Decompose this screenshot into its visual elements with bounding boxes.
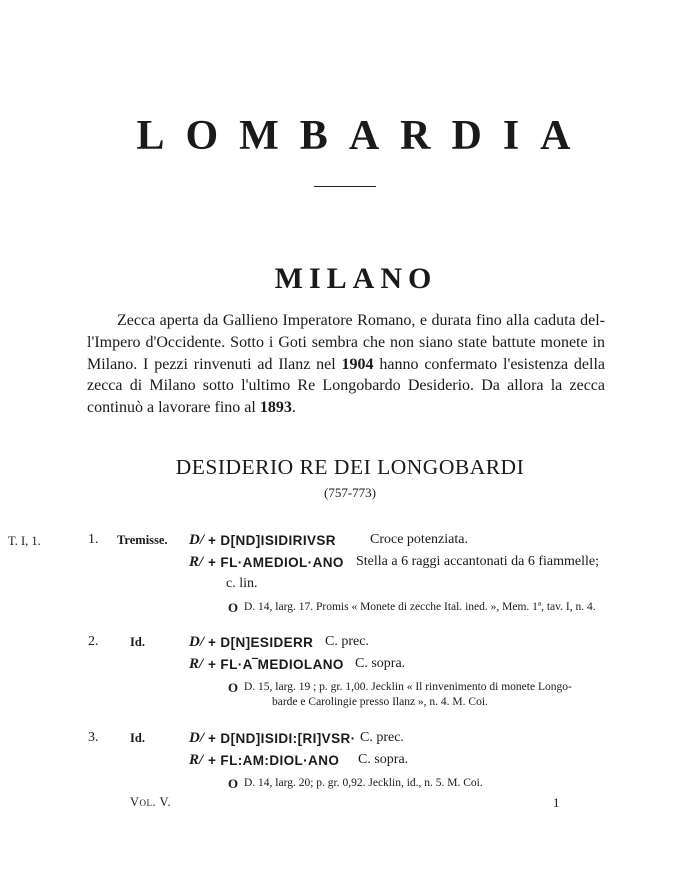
coin-3-literature-mark: O	[228, 776, 239, 791]
coin-1-reverse-legend: + FL·AMEDIOL·ANO	[208, 555, 344, 570]
coin-1-literature-mark: O	[228, 600, 239, 615]
coin-3-number: 3.	[88, 730, 99, 745]
coin-1-obverse-legend: + D[ND]ISIDIRIVSR	[208, 533, 336, 548]
coin-3-denomination: Id.	[130, 731, 145, 745]
coin-2-number: 2.	[88, 634, 99, 649]
mint-title: MILANO	[274, 262, 438, 295]
coin-3-reverse-legend: + FL:AM:DIOL·ANO	[208, 753, 340, 768]
coin-1-reverse-mark: R/	[189, 554, 204, 570]
ruler-dates: (757-773)	[324, 485, 376, 500]
coin-1-reverse-description: Stella a 6 raggi accantonati da 6 fiammelle;	[356, 554, 599, 569]
coin-3-literature: D. 14, larg. 20; p. gr. 0,92. Jecklin, id., n. 5. M. Coi.	[244, 777, 483, 789]
region-title: LOMBARDIA	[136, 113, 592, 159]
coin-1-denomination: Tremisse.	[117, 533, 168, 547]
coin-2-obverse-mark: D/	[189, 634, 204, 650]
coin-1-reverse-description-cont: c. lin.	[226, 576, 258, 591]
coin-3-reverse-description: C. sopra.	[358, 752, 409, 767]
coin-2-obverse-description: C. prec.	[325, 634, 369, 649]
intro-text-2: hanno confermato l'esistenza della zecca di Milano sotto l'ultimo Re Longobardo Desiderio. Da allora la zecca continuò a lavorare fino al	[87, 355, 606, 417]
coin-1-literature: D. 14, larg. 17. Promis « Monete di zecche Ital. ined. », Mem. 1ª, tav. I, n. 4.	[244, 601, 596, 613]
coin-2-reverse-mark: R/	[189, 656, 204, 672]
coin-2-denomination: Id.	[130, 635, 145, 649]
coin-2-reverse-legend: + FL·A‾MEDIOLANO	[208, 657, 344, 672]
volume-label: Vol. V.	[130, 795, 172, 809]
coin-2-reverse-description: C. sopra.	[355, 656, 406, 671]
intro-text-1: Zecca aperta da Gallieno Imperatore Romano, e durata fino alla caduta del-l'Impero d'Occidente. Sotto i Goti sembra che non siano state battute monete in Milano. I pezzi rinvenuti ad Ilanz nel	[87, 312, 605, 373]
coin-3-obverse-description: C. prec.	[360, 730, 404, 745]
intro-year-1: 1904	[341, 355, 374, 373]
intro-text-3: .	[291, 399, 296, 417]
intro-year-2: 1893	[259, 399, 292, 417]
intro-paragraph	[87, 310, 605, 419]
title-divider	[314, 186, 376, 187]
coin-1-obverse-description: Croce potenziata.	[370, 532, 468, 547]
coin-1-obverse-mark: D/	[189, 532, 204, 548]
ruler-name: DESIDERIO RE DEI LONGOBARDI	[175, 455, 525, 479]
coin-3-obverse-mark: D/	[189, 730, 204, 746]
plate-reference: T. I, 1.	[8, 534, 41, 548]
coin-3-obverse-legend: + D[ND]ISIDI:[RI]VSR·	[208, 731, 356, 746]
coin-2-obverse-legend: + D[N]ESIDERR	[208, 635, 314, 650]
coin-2-literature-cont: barde e Carolingie presso Ilanz », n. 4. M. Coi.	[272, 696, 488, 708]
page-number: 1	[553, 795, 560, 810]
coin-2-literature-mark: O	[228, 680, 239, 695]
coin-3-reverse-mark: R/	[189, 752, 204, 768]
coin-2-literature: D. 15, larg. 19 ; p. gr. 1,00. Jecklin « Il rinvenimento di monete Longo-	[244, 681, 572, 693]
coin-1-number: 1.	[88, 532, 99, 547]
